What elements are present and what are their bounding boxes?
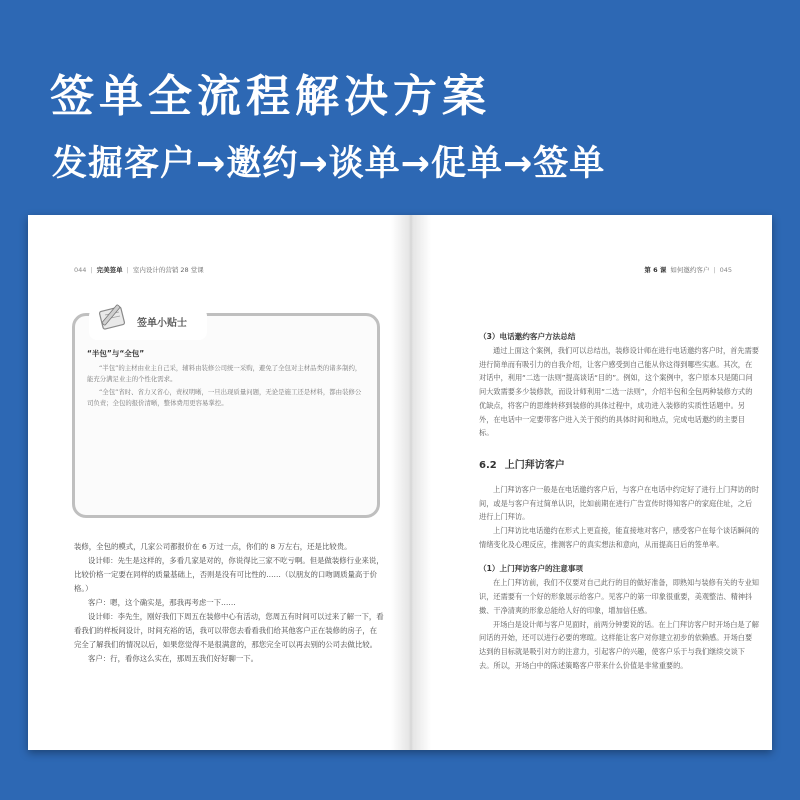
notebook-pencil-icon (95, 301, 131, 337)
subsection-heading: （3）电话邀约客户方法总结 (479, 332, 576, 341)
chapter-label: 第 6 课 (644, 266, 667, 274)
tip-box (72, 313, 380, 518)
body-paragraph: 通过上面这个案例，我们可以总结出，装修设计师在进行电话邀约客户时，首先需要进行简单而有吸引力的自我介绍，让客户感受到自己能从你这得到哪些实惠。其次，在对话中，利用“二选一法则”提高谈话“目的”。例如，这个案例中，客户原本只是随口问问大致需要多少装修款，而设计师利用“二选一法则”，介绍半包和全包两种装修方式的优缺点，将客户的思维转移到装修的具体过程中，成功进入装修的实质性话题中。另外，在电话中一定要带客户进入关于预约的具体时间和地点，完成电话邀约的主要目标。 (479, 346, 759, 438)
dialogue-paragraph: 设计师：先生是这样的，多看几家是对的，你说得比三家不吃亏啊。但是做装修行业来说，比较价格一定要在同样的质量基础上，否则是没有可比性的……（以朋友的口吻调质量高于价格。） (74, 556, 384, 593)
left-body-text (74, 540, 384, 666)
tip-paragraph: “全包”省时、省力又省心，责权明晰，一旦出现质量问题，无论是施工还是材料，都由装修公司负责；全包的报价清晰，整体费用更容易掌控。 (87, 388, 362, 407)
open-book (28, 215, 772, 750)
subsection-heading: （1）上门拜访客户的注意事项 (479, 564, 584, 574)
dialogue-paragraph: 装修，全包的模式，几家公司都报价在 6 万过一点，你们的 8 万左右，还是比较贵。 (74, 542, 352, 551)
body-paragraph: 上门拜访客户一般是在电话邀约客户后，与客户在电话中约定好了进行上门拜访的时间，或是与客户有过简单认识，比如前期在进行广告宣传时得知客户的家庭住址，之后进行上门拜访。 (479, 484, 759, 522)
banner-subtitle: 发掘客户→邀约→谈单→促单→签单 (52, 144, 606, 184)
section-title: 上门拜访客户 (504, 459, 565, 471)
body-paragraph: 在上门拜访前，我们不仅要对自己此行的目的做好准备，即熟知与装修有关的专业知识，还需要有一个好的形象展示给客户。见客户的第一印象很重要，美观整洁、精神抖擞、干净清爽的形象总能给人好的印象，增加信任感。 (479, 578, 759, 615)
right-page-number: 045 (719, 266, 732, 274)
right-page (411, 215, 772, 750)
left-page (28, 215, 411, 750)
dialogue-paragraph: 客户：嗯，这个确实是，那我再考虑一下…… (88, 598, 236, 607)
book-title: 完美签单 (96, 266, 123, 274)
chapter-title: 如何邀约客户 (670, 266, 710, 274)
section-heading (479, 456, 759, 471)
left-running-header: 044 | 完美签单 | 室内设计的营销 28 堂课 (74, 266, 204, 274)
banner-title: 签单全流程解决方案 (50, 71, 491, 122)
tip-label: 签单小贴士 (137, 318, 187, 329)
body-paragraph: 上门拜访比电话邀约在形式上更直接，能直接地对客户，感受客户在每个谈话瞬间的情绪变化及心理反应，推测客户的真实想法和意向，从而提高日后的签单率。 (479, 526, 759, 549)
dialogue-paragraph: 设计师：李先生，刚好我们下周五在装修中心有活动，您周五有时间可以过来了解一下，看看我们的样板间设计，时间充裕的话，我可以带您去看看我们给其他客户正在装修的房子，在完全了解我们的情况以后，如果您觉得不是很满意的，那您完全可以再去别的公司去做比较。 (74, 612, 384, 649)
section-number: 6.2 (479, 459, 497, 471)
tip-paragraph: “半包”的主材由业主自己采，辅料由装修公司统一采购，避免了全包对主材品类的诸多制约，能充分满足业主的个性化需求。 (87, 364, 362, 383)
body-paragraph: 开场白是设计师与客户见面时，前两分钟要说的话。在上门拜访客户时开场白是了解问话的开始，还可以进行必要的寒暄。这样能让客户对你建立初步的依赖感。开场白要达到的目标就是吸引对方的注意力，引起客户的兴趣，使客户乐于与我们继续交谈下去。所以，开场白中的陈述策略客户带来什么价值是非常重要的。 (479, 619, 759, 670)
tip-heading: “半包”与“全包” (87, 349, 145, 358)
right-body-text (479, 325, 759, 672)
left-page-number: 044 (74, 266, 87, 274)
right-running-header: 第 6 课 如何邀约客户 | 045 (644, 266, 732, 274)
dialogue-paragraph: 客户：行，看你这么实在，那周五我们好好聊一下。 (88, 654, 258, 663)
book-subtitle: 室内设计的营销 28 堂课 (132, 266, 204, 274)
